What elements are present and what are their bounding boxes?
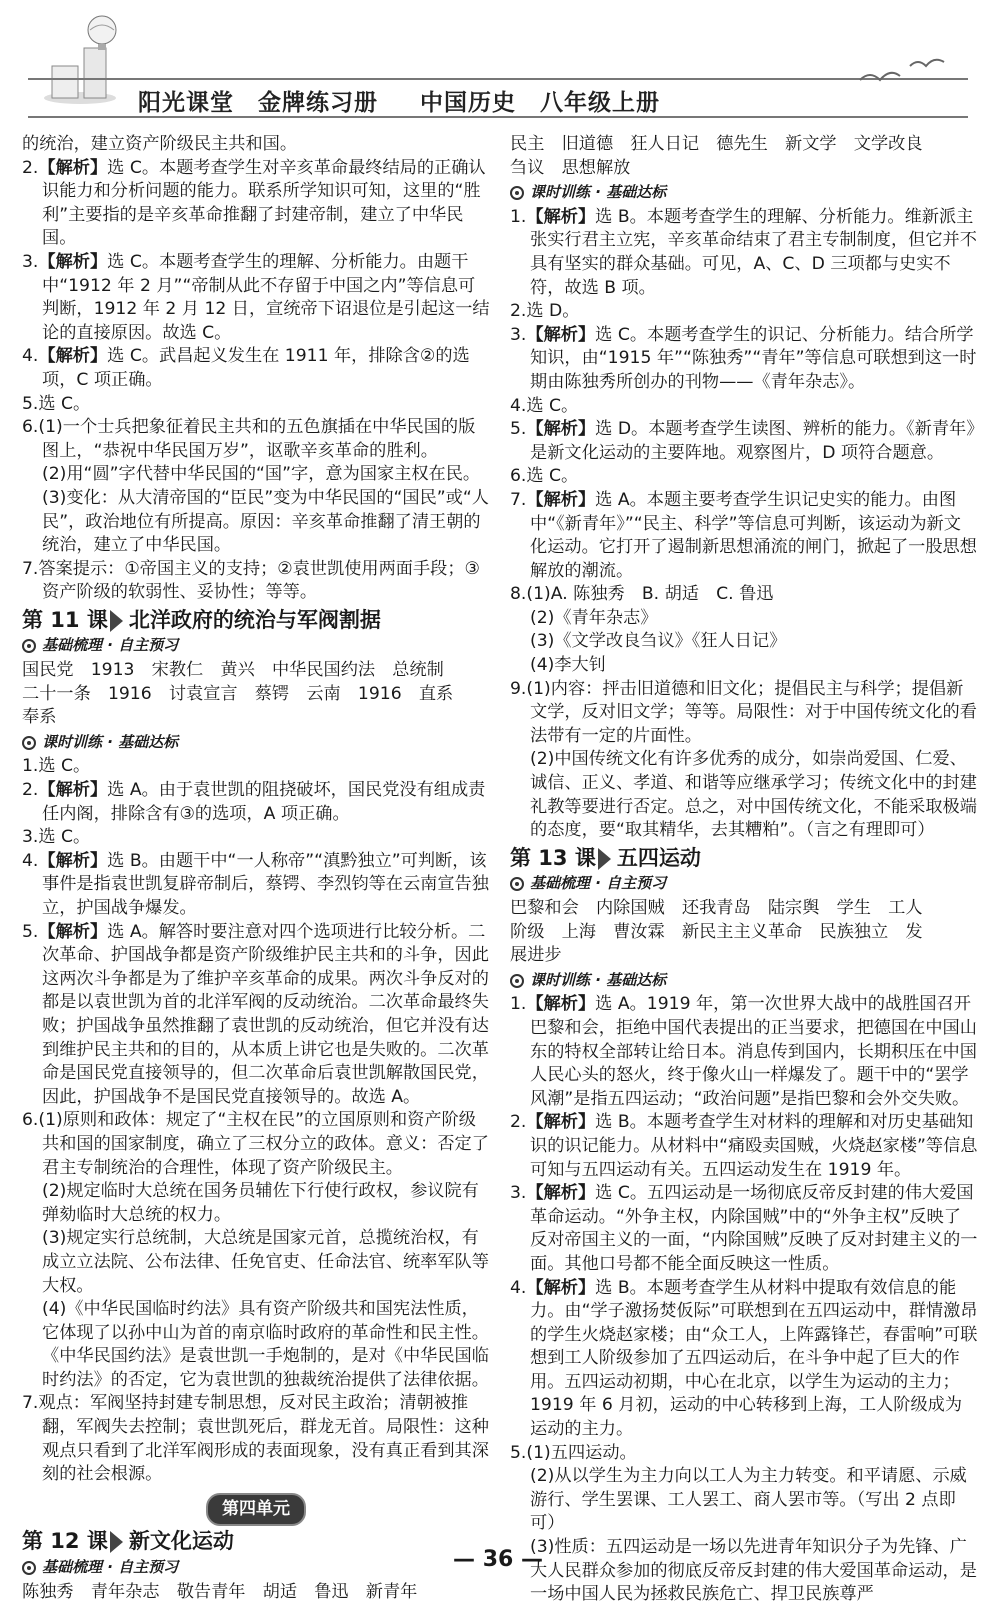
keyword-list [510, 897, 978, 968]
section-heading: 课时训练 · 基础达标 [510, 969, 978, 993]
section-bullet-icon [22, 639, 36, 653]
answer-subpart: (2)中国传统文化有许多优秀的成分，如崇尚爱国、仁爱、诚信、正义、孝道、和谐等应继承学习；传统文化中的封建礼教等要进行否定。总之，对中国传统文化，不能采取极端的态度，要“取其精华，去其糟粕”。（言之有理即可） [530, 749, 977, 841]
analysis-tag: 【解析】 [38, 346, 108, 367]
answer-item: 6.选 C。 [510, 466, 579, 487]
answer-item: 2.【解析】选 C。本题考查学生对辛亥革命最终结局的正确认识能力和分析问题的能力。联系所学知识可知，这里的“胜利”主要指的是辛亥革命推翻了封建帝制，建立了中华民国。 [22, 157, 486, 249]
section-bullet-icon [510, 877, 524, 891]
section-heading: 基础梳理 · 自主预习 [22, 634, 490, 658]
analysis-tag: 【解析】 [38, 921, 108, 942]
answer-item: 4.【解析】选 B。本题考查学生从材料中提取有效信息的能力。由“学子激扬焚仮际”可联想到在五四运动中，群情激昂的学生火烧赵家楼；由“众工人，上阵露锋芒，春雷响”可联想到工人阶级参加了五四运动后，在斗争中起了巨大的作用。五四运动初期，中心在北京，以学生为运动的主力；1919 年 6 月初，运动的中心转移到上海，工人阶级成为运动的主力。 [510, 1277, 978, 1440]
answer-item: 5.(1)五四运动。 [510, 1442, 637, 1463]
answer-item: 4.【解析】选 C。武昌起义发生在 1911 年，排除含②的选项，C 项正确。 [22, 346, 470, 390]
keyword-list [22, 659, 490, 730]
answer-subpart: (3)变化：从大清帝国的“臣民”变为中华民国的“国民”或“人民”，政治地位有所提高。原因：辛亥革命推翻了清王朝的统治，建立了中华民国。 [42, 487, 489, 556]
answer-subpart: (3)规定实行总统制，大总统是国家元首，总揽统治权，有成立立法院、公布法律、任免官吏、任命法官、统率军队等大权。 [42, 1228, 489, 1296]
analysis-tag: 【解析】 [526, 324, 596, 345]
keyword-line: 刍议 思想解放 [510, 157, 631, 178]
analysis-tag: 【解析】 [526, 994, 596, 1015]
answer-item: 3.选 C。 [22, 827, 91, 848]
section-heading: 基础梳理 · 自主预习 [22, 1556, 490, 1580]
answer-subparts [510, 607, 978, 678]
answer-subparts [22, 1180, 490, 1392]
analysis-tag: 【解析】 [526, 1277, 596, 1298]
analysis-tag: 【解析】 [526, 489, 596, 510]
arrow-icon [110, 610, 123, 632]
answer-subpart: (2)从以学生为主力向以工人为主力转变。和平请愿、示威游行、学生罢课、工人罢工、商人罢市等。（写出 2 点即可） [530, 1466, 967, 1534]
answer-list [22, 157, 490, 464]
answer-item: 4.【解析】选 B。由题干中“一人称帝”“滇黔独立”可判断，该事件是指袁世凯复辟帝制后，蔡锷、李烈钧等在云南宣告独立，护国战争爆发。 [22, 850, 489, 918]
left-column [22, 133, 490, 1604]
analysis-tag: 【解析】 [38, 850, 108, 871]
keyword-line: 国民党 1913 宋教仁 黄兴 中华民国约法 总统制 [22, 660, 444, 681]
section-bullet-icon [22, 736, 36, 750]
answer-item: 7.【解析】选 A。本题主要考查学生识记史实的能力。由图中“《新青年》”“民主、科学”等信息可判断，该运动为新文化运动。它打开了遏制新思想涌流的闸门，掀起了一股思想解放的潮流。 [510, 489, 977, 581]
answer-item: 6.(1)一个士兵把象征着民主共和的五色旗插在中华民国的版图上，“恭祝中华民国万岁”，讴歌辛亥革命的胜利。 [22, 417, 476, 461]
answer-subparts [510, 1465, 978, 1607]
section-heading: 基础梳理 · 自主预习 [510, 872, 978, 896]
birds-icon [850, 50, 960, 100]
series-title: 阳光课堂 金牌练习册 [138, 90, 378, 116]
answer-subpart: (4)李大钊 [530, 655, 606, 676]
answer-item: 5.【解析】选 A。解答时要注意对四个选项进行比较分析。二次革命、护国战争都是资产阶级维护民主共和的斗争，因此这两次斗争都是为了维护辛亥革命的成果。两次斗争反对的都是以袁世凯为首的北洋军阀的反动统治。二次革命最终失败；护国战争虽然推翻了袁世凯的反动统治，但它并没有达到维护民主共和的目的，从本质上讲它也是失败的。二次革命是国民党直接领导的，但二次革命后袁世凯解散国民党，因此，护国战争不是国民党直接领导的。故选 A。 [22, 921, 489, 1107]
section-bullet-icon [510, 186, 524, 200]
analysis-tag: 【解析】 [526, 1112, 596, 1133]
answer-item: 3.【解析】选 C。本题考查学生的识记、分析能力。结合所学知识，由“1915 年”“陈独秀”“青年”等信息可联想到这一时期由陈独秀所创办的刊物——《青年杂志》。 [510, 324, 977, 392]
lesson-number: 第 13 课 [510, 845, 596, 870]
lesson-number: 第 11 课 [22, 607, 108, 632]
analysis-tag: 【解析】 [38, 251, 108, 272]
section-heading: 课时训练 · 基础达标 [22, 731, 490, 755]
keyword-line: 阶级 上海 曹汝霖 新民主主义革命 民族独立 发 [510, 921, 923, 942]
continued-text: 的统治，建立资产阶级民主共和国。 [22, 134, 298, 154]
subject-title: 中国历史 八年级上册 [420, 90, 660, 116]
answer-item: 2.【解析】选 B。本题考查学生对材料的理解和对历史基础知识的识记能力。从材料中“痛殴卖国贼，火烧赵家楼”等信息可知与五四运动有关。五四运动发生在 1919 年。 [510, 1112, 978, 1180]
lesson-heading [22, 609, 490, 633]
keyword-line: 奉系 [22, 707, 57, 728]
answer-item: 6.(1)原则和政体：规定了“主权在民”的立国原则和资产阶级共和国的国家制度，确立了三权分立的政体。意义：否定了君主专制统治的合理性，体现了资产阶级民主。 [22, 1110, 489, 1178]
answer-subpart: (2)《青年杂志》 [530, 607, 658, 628]
analysis-tag: 【解析】 [526, 419, 596, 440]
page-header [0, 0, 996, 125]
answer-item: 8.(1)A. 陈独秀 B. 胡适 C. 鲁迅 [510, 584, 774, 605]
answer-item: 9.(1)内容：抨击旧道德和旧文化；提倡民主与科学；提倡新文学，反对旧文学；等等。局限性：对于中国传统文化的看法带有一定的片面性。 [510, 678, 977, 746]
answer-item: 5.选 C。 [22, 393, 91, 414]
analysis-tag: 【解析】 [526, 206, 596, 227]
answer-item: 1.【解析】选 B。本题考查学生的理解、分析能力。维新派主张实行君主立宪，辛亥革命结束了君主专制制度，但它并不具有坚实的群众基础。可见，A、C、D 三项都与史实不符，故选 B 项。 [510, 206, 977, 298]
answer-item: 7.答案提示：①帝国主义的支持；②袁世凯使用两面手段；③资产阶级的软弱性、妥协性；等等。 [22, 558, 480, 603]
unit-banner [22, 1493, 490, 1527]
lesson-number: 第 12 课 [22, 1529, 108, 1554]
right-column [510, 133, 978, 1607]
answer-subpart: (2)用“圆”字代替中华民国的“国”字，意为国家主权在民。 [42, 464, 481, 485]
answer-subpart: (4)《中华民国临时约法》具有资产阶级共和国宪法性质，它体现了以孙中山为首的南京临时政府的革命性和民主性。《中华民国约法》是袁世凯一手炮制的，是对《中华民国临时约法》的否定，它为袁世凯的独裁统治提供了法律依据。 [42, 1299, 489, 1390]
analysis-tag: 【解析】 [526, 1183, 596, 1204]
keyword-line: 二十一条 1916 讨袁宣言 蔡锷 云南 1916 直系 [22, 683, 454, 704]
answer-item: 2.【解析】选 A。由于袁世凯的阻挠破坏，国民党没有组成责任内阁，排除含有③的选项，A 项正确。 [22, 780, 486, 824]
section-bullet-icon [510, 974, 524, 988]
analysis-tag: 【解析】 [38, 780, 108, 801]
answer-item: 3.【解析】选 C。本题考查学生的理解、分析能力。由题干中“1912 年 2 月”“帝制从此不存留于中国之内”等信息可判断，1912 年 2 月 12 日，宣统帝下诏退位是引起这一结论的直接原因。故选 C。 [22, 251, 490, 343]
keyword-list [510, 133, 978, 180]
keyword-line: 巴黎和会 内除国贼 还我青岛 陆宗舆 学生 工人 [510, 898, 923, 918]
answer-subpart: (2)规定临时大总统在国务员辅佐下行使行政权，参议院有弹劾临时大总统的权力。 [42, 1181, 479, 1225]
lesson-title: 新文化运动 [128, 1529, 234, 1554]
keyword-line: 民主 旧道德 狂人日记 德先生 新文学 文学改良 [510, 134, 923, 154]
answer-item: 1.【解析】选 A。1919 年，第一次世界大战中的战胜国召开巴黎和会，拒绝中国代表提出的正当要求，把德国在中国山东的特权全部转让给日本。消息传到国内，长期积压在中国人民心头的怒火，终于像火山一样爆发了。题干中的“罢学风潮”是指五四运动；“政治问题”是指巴黎和会外交失败。 [510, 994, 977, 1109]
answer-item: 1.选 C。 [22, 756, 91, 777]
analysis-tag: 【解析】 [38, 157, 108, 178]
answer-list [22, 755, 490, 1180]
answer-list [510, 993, 978, 1465]
answer-list [510, 206, 978, 607]
keyword-list [22, 1581, 490, 1605]
answer-subparts [510, 748, 978, 842]
lesson-title: 北洋政府的统治与军阀割据 [128, 607, 381, 632]
lesson-title: 五四运动 [616, 845, 701, 870]
section-heading: 课时训练 · 基础达标 [510, 181, 978, 205]
unit-label: 第四单元 [206, 1493, 306, 1527]
answer-subpart: (3)《文学改良刍议》《狂人日记》 [530, 631, 787, 652]
answer-subpart: (3)性质：五四运动是一场以先进青年知识分子为先锋、广大人民群众参加的彻底反帝反封建的伟大爱国革命运动，是一场中国人民为拯救民族危亡、捍卫民族尊严 [530, 1537, 977, 1605]
lesson-heading [510, 847, 978, 871]
keyword-line: 展进步 [510, 945, 562, 966]
keyword-line: 陈独秀 青年杂志 敬告青年 胡适 鲁迅 新青年 [22, 1581, 418, 1602]
answer-item: 7.观点：军阀坚持封建专制思想，反对民主政治；清朝被推翻，军阀失去控制；袁世凯死后，群龙无首。局限性：这种观点只看到了北洋军阀形成的表面现象，没有真正看到其深刻的社会根源。 [22, 1393, 489, 1485]
answer-subparts [22, 463, 490, 557]
arrow-icon [598, 848, 611, 870]
answer-item: 4.选 C。 [510, 395, 579, 416]
answer-item: 3.【解析】选 C。五四运动是一场彻底反帝反封建的伟大爱国革命运动。“外争主权，内除国贼”中的“外争主权”反映了反对帝国主义的一面，“内除国贼”反映了反对封建主义的一面。其他口号都不能全面反映这一性质。 [510, 1183, 978, 1274]
answer-item: 2.选 D。 [510, 301, 580, 322]
answer-item: 5.【解析】选 D。本题考查学生读图、辨析的能力。《新青年》是新文化运动的主要阵地。观察图片，D 项符合题意。 [510, 419, 975, 463]
page-number: — 36 — [453, 1547, 543, 1572]
